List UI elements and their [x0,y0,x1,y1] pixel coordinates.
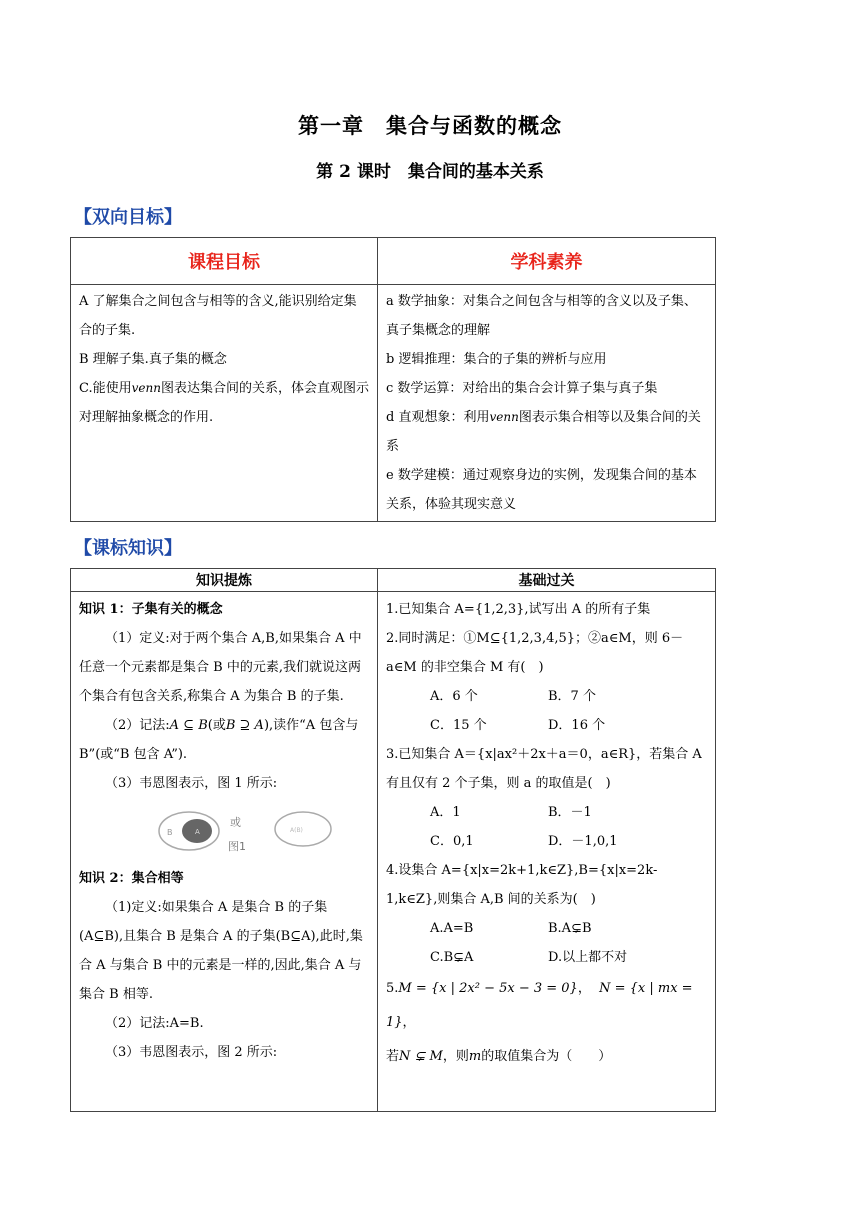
set-n-formula: N = {x | mx = 1} [386,981,693,1030]
literacy-cell [378,285,716,522]
option: A．1 [430,805,461,820]
k1-definition: （1）定义:对于两个集合 A,B,如果集合 A 中任意一个元素都是集合 B 中的元素,我们就说这两个集合有包含关系,称集合 A 为集合 B 的子集. [79,631,362,704]
question-4-options [386,914,707,943]
question-5: 5.M = {x | 2x² − 5x − 3 = 0}， N = {x | mx = 1}， [386,981,693,1030]
question-3: 3.已知集合 A＝{x|ax²＋2x＋a＝0，a∈R}，若集合 A 有且仅有 2 个子集，则 a 的取值是( ) [386,747,702,791]
literacy-header: 学科素养 [378,238,716,285]
basic-practice-cell [378,592,716,1112]
set-m-formula: M = {x | 2x² − 5x − 3 = 0} [398,981,578,996]
option: A.A=B [430,921,474,936]
question-3-options [386,827,707,856]
literacy-a: a 数学抽象：对集合之间包含与相等的含义以及子集、真子集概念的理解 [386,294,697,338]
k2-notation: （2）记法:A=B. [105,1016,204,1031]
svg-text:B: B [167,828,173,837]
question-2: 2.同时满足：①M⊆{1,2,3,4,5}；②a∈M，则 6－a∈M 的非空集合 M 有( ) [386,631,684,675]
goal-a: A 了解集合之间包含与相等的含义,能识别给定集合的子集. [79,294,357,338]
lesson-title: 第 2 课时 集合间的基本关系 [316,162,544,182]
option: C．0,1 [430,834,474,849]
option: B．7 个 [548,689,596,704]
option: C.B⊊A [430,950,474,965]
svg-text:A: A [195,828,200,836]
goal-b: B 理解子集.真子集的概念 [79,352,227,367]
goals-table [70,237,716,522]
literacy-e: e 数学建模：通过观察身边的实例，发现集合间的基本关系，体验其现实意义 [386,468,697,512]
svg-text:A(B): A(B) [290,827,303,834]
k2-venn-text: （3）韦恩图表示，图 2 所示: [105,1045,278,1060]
goals-heading: 【双向目标】 [74,207,182,228]
question-4: 4.设集合 A={x|x=2k+1,k∈Z},B={x|x=2k-1,k∈Z},则集合 A,B 间的关系为( ) [386,863,658,907]
venn-word: venn [131,381,161,395]
course-goals-cell [71,285,378,522]
question-1: 1.已知集合 A={1,2,3},试写出 A 的所有子集 [386,602,651,617]
literacy-c: c 数学运算：对给出的集合会计算子集与真子集 [386,381,658,396]
question-4-options [386,943,707,972]
question-5-condition: 若N ⊊ M，则m的取值集合为（ ） [386,1049,612,1064]
knowledge-points-cell [71,592,378,1112]
goal-c: C.能使用venn图表达集合间的关系，体会直观图示对理解抽象概念的作用. [79,381,369,425]
knowledge-points-header: 知识提炼 [71,569,378,592]
knowledge-table [70,568,716,1112]
figure-1-or: 或 [230,816,241,829]
course-goals-header: 课程目标 [71,238,378,285]
option: B．－1 [548,805,592,820]
option: B.A⊊B [548,921,592,936]
literacy-b: b 逻辑推理：集合的子集的辨析与应用 [386,352,607,367]
k2-title: 知识 2：集合相等 [79,871,184,886]
k1-title: 知识 1：子集有关的概念 [79,602,223,617]
question-2-options [386,682,707,711]
k1-notation: （2）记法:A ⊆ B(或B ⊇ A),读作“A 包含与 B”(或“B 包含 A”). [79,718,359,762]
option: A．6 个 [430,689,478,704]
venn-word: venn [489,410,519,424]
option: D.以上都不对 [548,950,628,965]
option: D．16 个 [548,718,606,733]
figure-1-caption: 图1 [228,840,246,853]
k2-definition: （1)定义:如果集合 A 是集合 B 的子集(A⊆B),且集合 B 是集合 A 的子集(B⊆A),此时,集合 A 与集合 B 中的元素是一样的,因此,集合 A 与集合 B 相等. [79,900,363,1002]
figure-1 [79,804,369,860]
literacy-d: d 直观想象：利用venn图表示集合相等以及集合间的关系 [386,410,701,454]
question-2-options [386,711,707,740]
k1-venn-text: （3）韦恩图表示，图 1 所示: [105,776,278,791]
chapter-title: 第一章 集合与函数的概念 [298,113,562,138]
knowledge-heading: 【课标知识】 [74,538,182,559]
option: D．－1,0,1 [548,834,618,849]
question-3-options [386,798,707,827]
option: C．15 个 [430,718,487,733]
venn-diagram-icon [149,804,389,860]
basic-practice-header: 基础过关 [378,569,716,592]
